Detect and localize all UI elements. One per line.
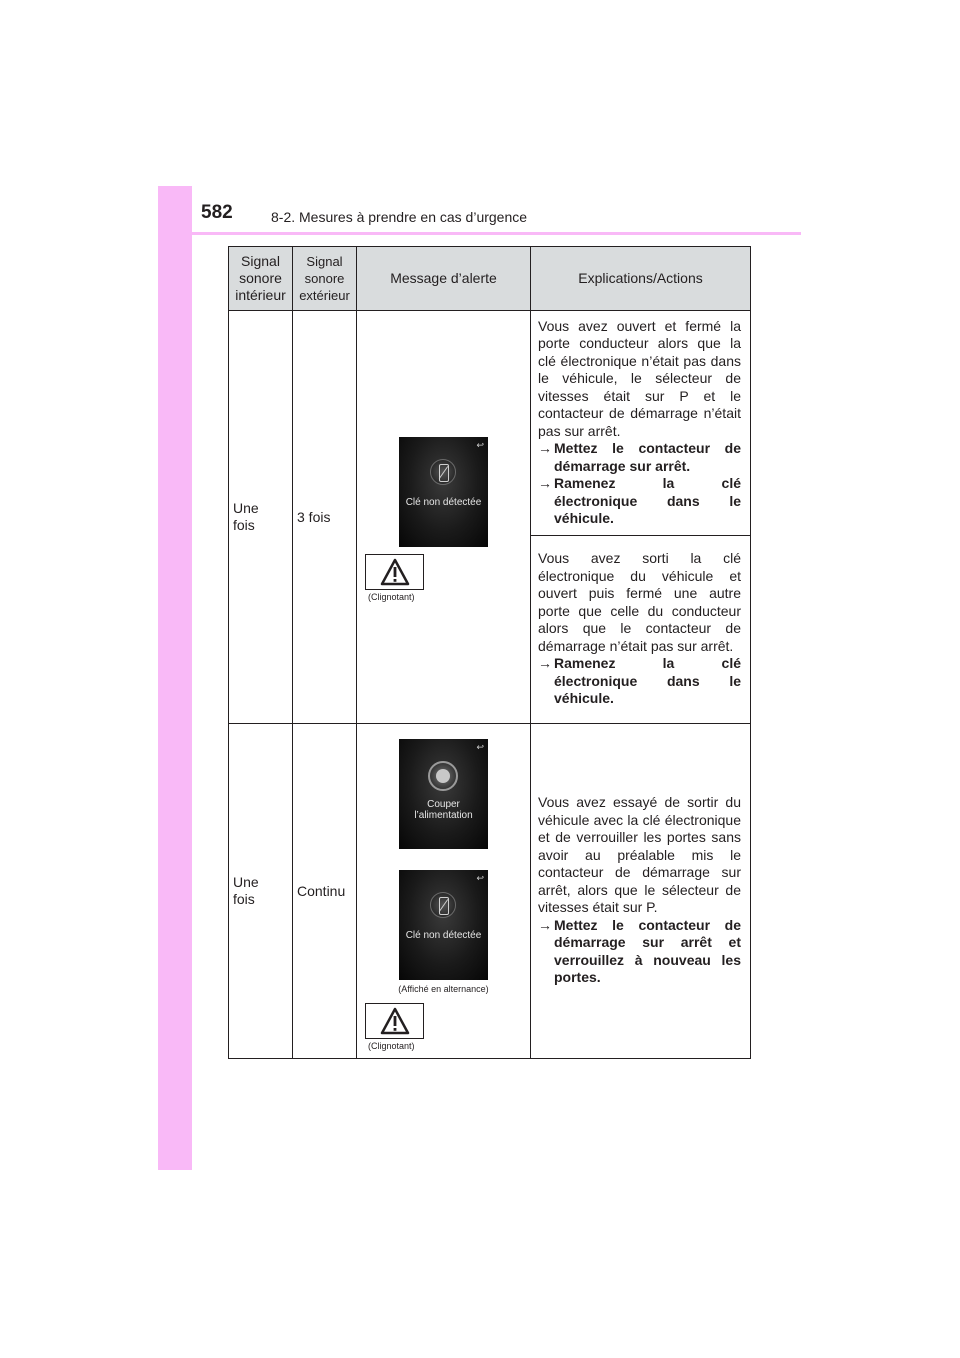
- header-exterior-buzzer: Signal sonore extérieur: [293, 247, 357, 311]
- section-title: 8-2. Mesures à prendre en cas d’urgence: [271, 209, 528, 225]
- table-row: [229, 311, 751, 536]
- explanation-cell: Vous avez ouvert et fermé la porte conducteur alors que la clé électronique n’était pas dans le véhicule, le sélecteur de vitesses était sur P et le contacteur de démarrage n’était pas sur arrêt. → Mettez le contacteur de démarrage sur arrêt. → Ramenez la clé électronique dans le véhicule.: [531, 311, 751, 536]
- warning-message-cell: [357, 724, 531, 1059]
- explanation-cell: Vous avez essayé de sortir du véhicule avec la clé électronique et de verrouiller les portes sans avoir au préalable mis le contacteur de démarrage sur arrêt, alors que le sélecteur de vitesses était sur P. → Mettez le contacteur de démarrage sur arrêt et verrouillez à nouveau les portes.: [531, 724, 751, 1059]
- header-interior-buzzer: Signal sonore intérieur: [229, 247, 293, 311]
- smart-key-icon: [430, 459, 456, 485]
- warning-message-table: [228, 246, 751, 1059]
- table-row: [229, 724, 751, 1059]
- back-arrow-icon: ↩: [476, 873, 484, 883]
- interior-buzzer-cell: Une fois: [229, 311, 293, 724]
- table-header-row: [229, 247, 751, 311]
- master-warning-light: [365, 554, 424, 590]
- display-key-not-detected: ↩ Clé non détectée: [399, 437, 488, 547]
- blinking-caption: (Clignotant): [368, 592, 415, 602]
- display-power-off: ↩ Couper l’alimentation: [399, 739, 488, 849]
- warning-triangle-icon: [380, 1007, 410, 1035]
- arrow-icon: →: [538, 916, 552, 933]
- action-item: → Ramenez la clé électronique dans le véhicule.: [538, 475, 741, 527]
- smart-key-icon: [430, 892, 456, 918]
- display-key-not-detected: ↩ Clé non détectée: [399, 870, 488, 980]
- back-arrow-icon: ↩: [476, 742, 484, 752]
- action-item: → Mettez le contacteur de démarrage sur arrêt.: [538, 440, 741, 474]
- header-warning-message: Message d’alerte: [357, 247, 531, 311]
- blinking-caption: (Clignotant): [368, 1041, 415, 1051]
- page-number: 582: [201, 202, 233, 223]
- header-explanations: Explications/Actions: [531, 247, 751, 311]
- warning-message-cell: [357, 311, 531, 724]
- arrow-icon: →: [538, 475, 552, 492]
- action-item: → Ramenez la clé électronique dans le véhicule.: [538, 655, 741, 707]
- interior-buzzer-cell: Une fois: [229, 724, 293, 1059]
- arrow-icon: →: [538, 655, 552, 672]
- warning-triangle-icon: [380, 558, 410, 586]
- explanation-cell: Vous avez sorti la clé électronique du véhicule et ouvert puis fermé une autre porte que celle du conducteur alors que le contacteur de démarrage n’était pas sur arrêt. → Ramenez la clé électronique dans le véhicule.: [531, 536, 751, 724]
- power-button-icon: [428, 761, 458, 791]
- chapter-side-tab: [158, 186, 192, 1170]
- arrow-icon: →: [538, 440, 552, 457]
- exterior-buzzer-cell: Continu: [293, 724, 357, 1059]
- header-rule: [192, 232, 801, 235]
- master-warning-light: [365, 1003, 424, 1039]
- exterior-buzzer-cell: 3 fois: [293, 311, 357, 724]
- action-item: → Mettez le contacteur de démarrage sur arrêt et verrouillez à nouveau les portes.: [538, 916, 741, 986]
- alternate-caption: (Affiché en alternance): [398, 984, 489, 994]
- back-arrow-icon: ↩: [476, 440, 484, 450]
